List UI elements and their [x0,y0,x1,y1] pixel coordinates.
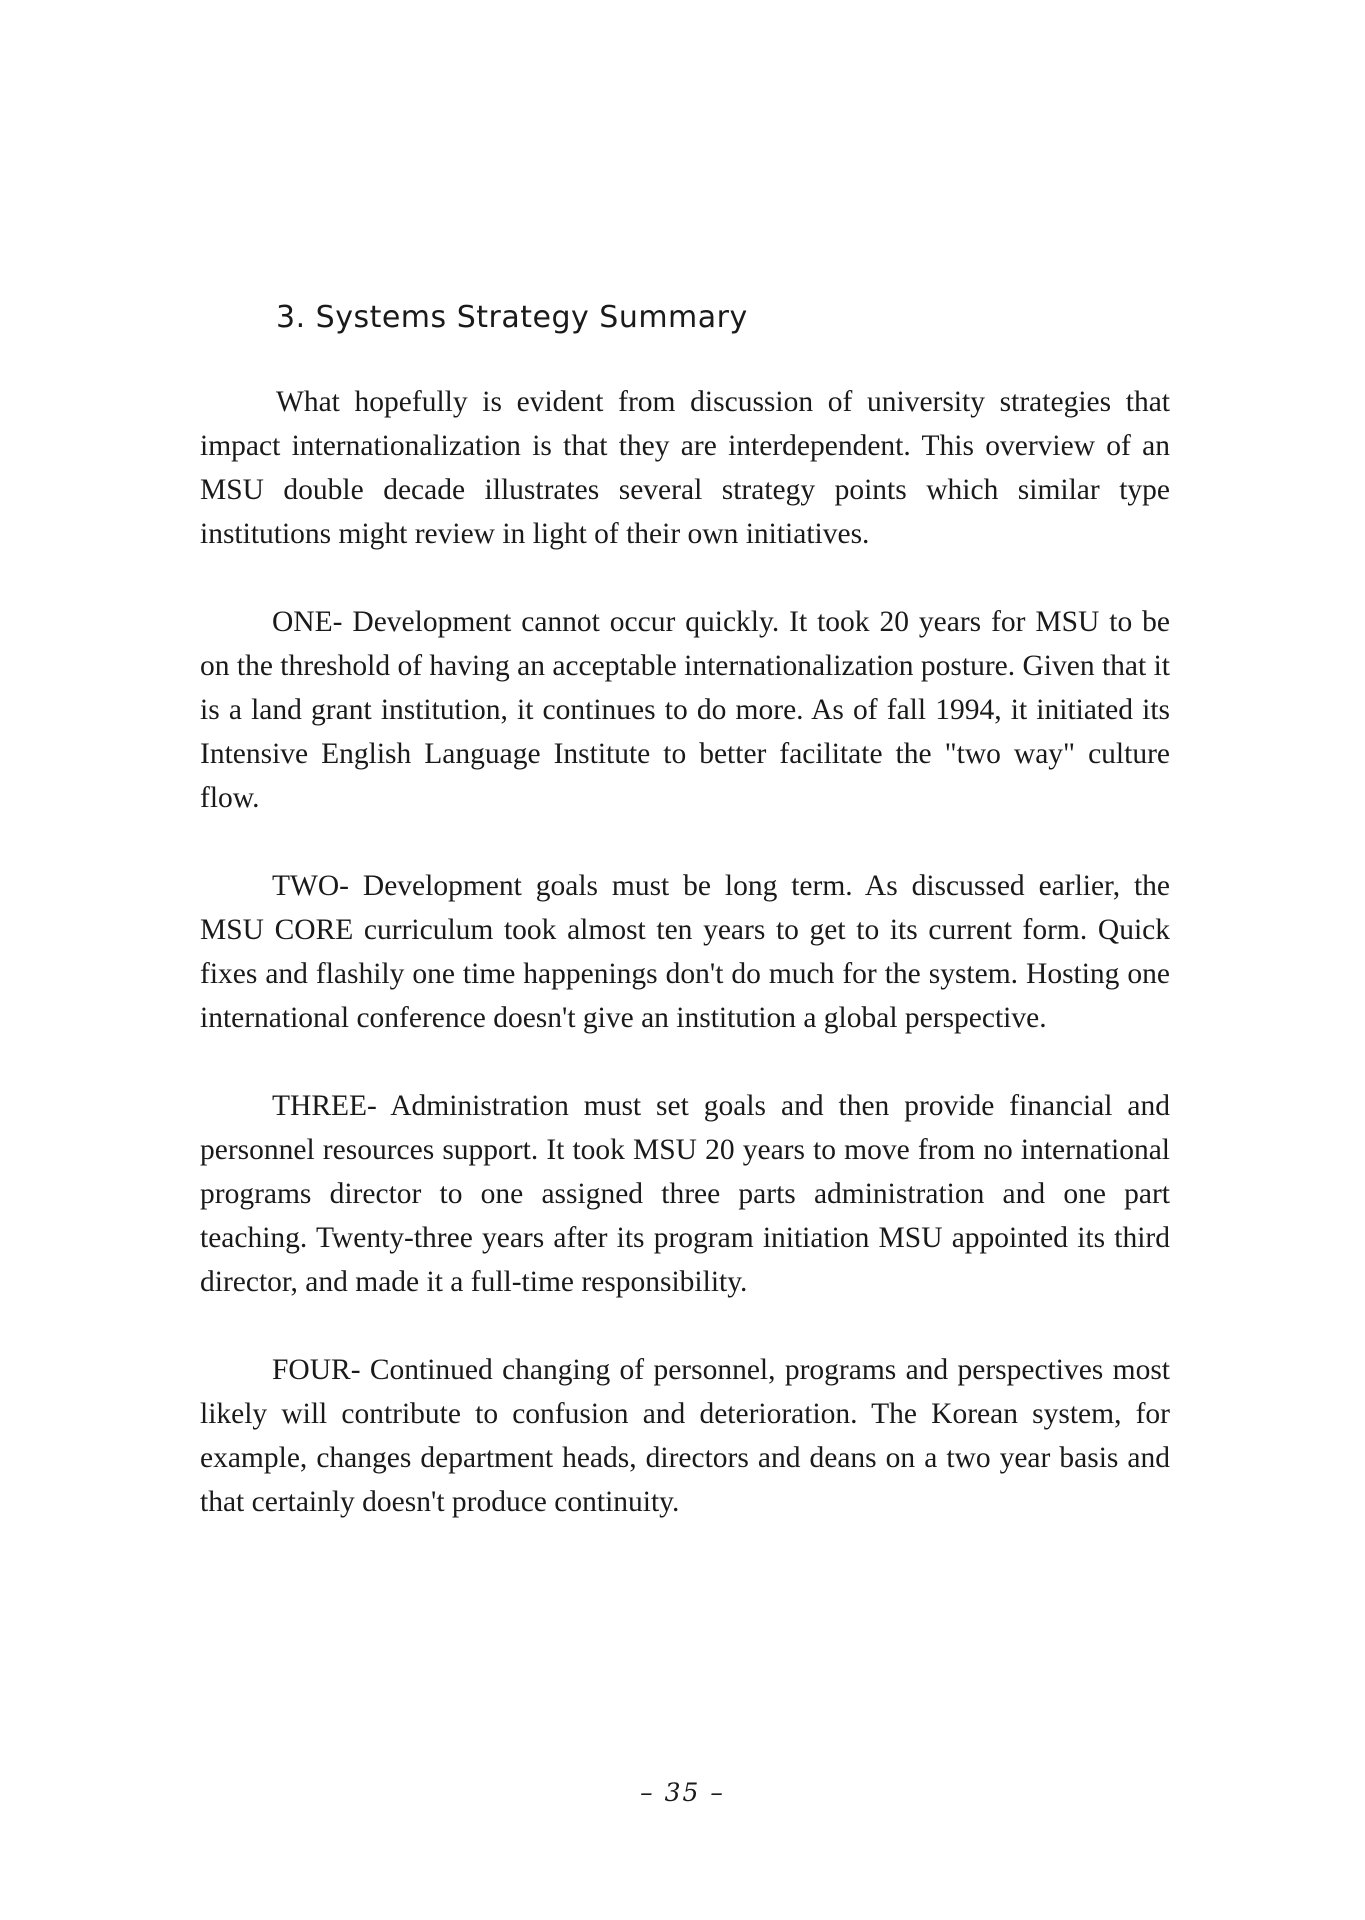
section-heading: 3. Systems Strategy Summary [276,300,748,335]
point-two-text: Development goals must be long term. As discussed earlier, the MSU CORE curriculum took almost ten years to get to its current form. Quick fixes and flashily one time happenings don't do much for the system. Hosting one international conference doesn't give an institution a global perspective. [200,870,1171,1034]
point-four-label: FOUR- [272,1354,361,1386]
intro-paragraph: What hopefully is evident from discussion of university strategies that impact internationalization is that they are interdependent. This overview of an MSU double decade illustrates several strategy points which similar type institutions might review in light of their own initiatives. [200,386,1170,550]
point-two-paragraph [200,864,1170,1040]
point-four-paragraph [200,1348,1170,1524]
point-one-label: ONE- [272,606,343,638]
point-two-label: TWO- [272,870,349,902]
page-number: – 35 – [640,1778,725,1807]
point-one-paragraph [200,600,1170,820]
point-three-label: THREE- [272,1090,377,1122]
point-three-paragraph [200,1084,1170,1304]
point-one-text: Development cannot occur quickly. It took 20 years for MSU to be on the threshold of having an acceptable internationalization posture. Given that it is a land grant institution, it continues to do more. As of fall 1994, it initiated its Intensive English Language Institute to better facilitate the "two way" culture flow. [200,606,1170,814]
document-page [200,300,1170,1568]
point-four-text: Continued changing of personnel, programs and perspectives most likely will contribute to confusion and deterioration. The Korean system, for example, changes department heads, directors and deans on a two year basis and that certainly doesn't produce continuity. [200,1354,1170,1518]
point-three-text: Administration must set goals and then provide financial and personnel resources support. It took MSU 20 years to move from no international programs director to one assigned three parts administration and one part teaching. Twenty-three years after its program initiation MSU appointed its third director, and made it a full-time responsibility. [200,1090,1170,1298]
